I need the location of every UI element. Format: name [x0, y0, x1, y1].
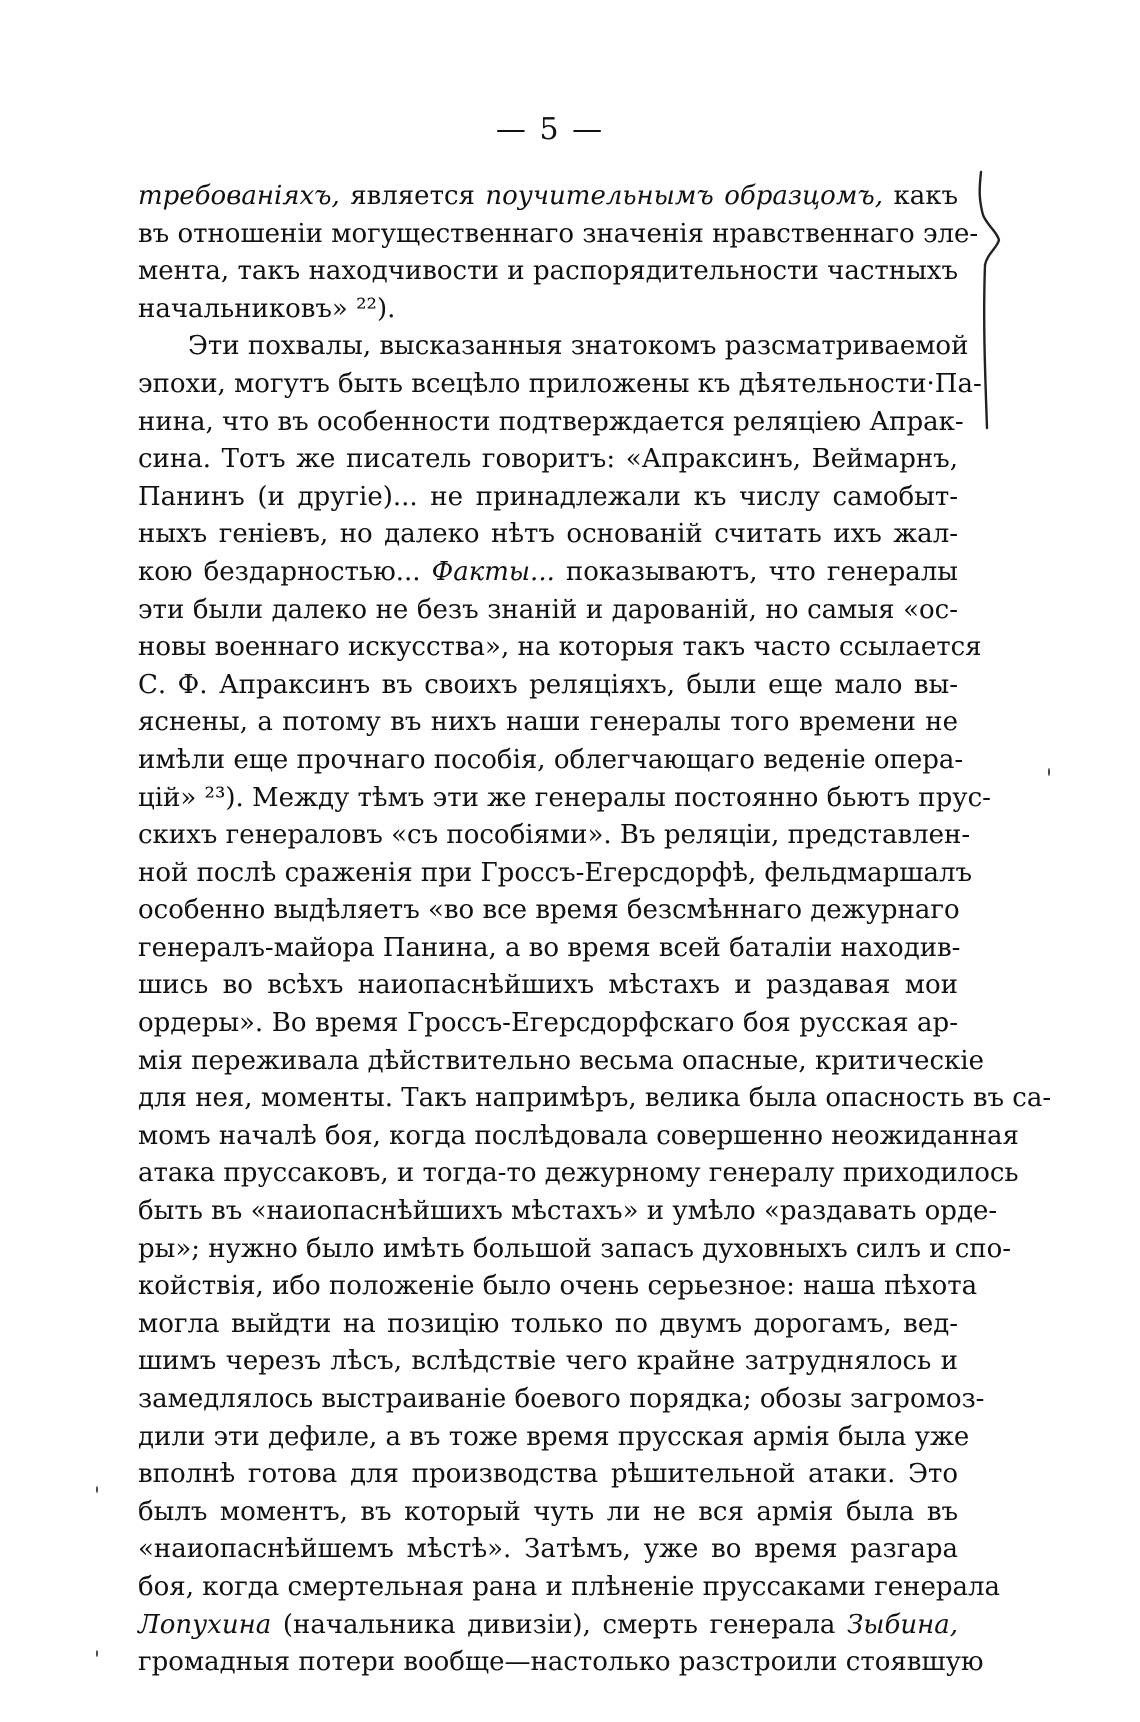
text-segment: цій» ²³). Между тѣмъ эти же генералы постоянно бьютъ прус- [138, 782, 991, 813]
text-line [138, 817, 971, 855]
text-segment: какъ [882, 181, 958, 211]
text-line [138, 216, 979, 254]
text-segment: начальниковъ» ²²). [138, 293, 396, 324]
text-segment: шись во всѣхъ наиопаснѣйшихъ мѣстахъ и раздавая мои [138, 970, 958, 1001]
text-line [138, 1419, 970, 1457]
text-segment: ныхъ геніевъ, но далеко нѣтъ основаній считать ихъ жал- [138, 519, 958, 550]
paper-speck [96, 1486, 98, 1493]
text-segment: боя, когда смертельная рана и плѣненіе пруссаками генерала [138, 1571, 1001, 1602]
text-line [138, 1155, 1019, 1193]
text-segment: мента, такъ находчивости и распорядительности частныхъ [138, 256, 958, 287]
text-segment: для нея, моменты. Такъ напримѣръ, велика была опасность въ са- [138, 1083, 1052, 1114]
text-segment: кою бездарностью... [138, 556, 432, 587]
text-line [138, 291, 958, 329]
text-segment: «наиопаснѣйшемъ мѣстѣ». Затѣмъ, уже во время разгара [138, 1534, 958, 1565]
text-segment: сина. Тотъ же писатель говоритъ: «Апраксинъ, Веймарнъ, [138, 444, 958, 475]
text-line [138, 892, 958, 930]
italic-text-segment: поучительнымъ образцомъ, [485, 181, 883, 211]
text-line [138, 1118, 1019, 1156]
text-line [138, 1268, 978, 1306]
text-line [138, 516, 958, 554]
text-segment: мія переживала дѣйствительно весьма опасные, критическіе [138, 1045, 984, 1076]
text-line [138, 967, 958, 1005]
text-line [138, 1231, 1012, 1269]
text-line [138, 1494, 958, 1532]
italic-text-segment: Факты... [431, 556, 555, 587]
text-segment: нина, что въ особенности подтверждается реляціею Апрак- [138, 406, 964, 437]
margin-bracket-mark [975, 170, 1005, 430]
text-segment: эти были далеко не безъ знаній и дарованій, но самыя «ос- [138, 594, 958, 625]
text-line [138, 592, 958, 630]
text-segment: является [339, 181, 486, 211]
text-segment: имѣли еще прочнаго пособія, облегчающаго веденіе опера- [138, 744, 964, 775]
text-segment: койствія, ибо положеніе было очень серьезное: наша пѣхота [138, 1271, 978, 1302]
text-line [138, 1005, 958, 1043]
text-line [138, 629, 982, 667]
text-segment: особенно выдѣляетъ «во все время безсмѣннаго дежурнаго [138, 895, 960, 926]
text-segment: новы военнаго искусства», на которыя такъ часто ссылается [138, 632, 982, 663]
italic-text-segment: Лопухина [138, 1609, 272, 1640]
text-line [138, 930, 961, 968]
text-segment: яснены, а потому въ нихъ наши генералы того времени не [138, 707, 958, 738]
text-segment: момъ началѣ боя, когда послѣдовала совершенно неожиданная [138, 1120, 1019, 1151]
text-line [138, 1306, 958, 1344]
text-segment: Панинъ (и другіе)... не принадлежали къ числу самобыт- [138, 481, 958, 512]
text-segment: дили эти дефиле, а въ тоже время прусская армія была уже [138, 1421, 970, 1452]
text-segment: въ отношеніи могущественнаго значенія нравственнаго эле- [138, 218, 979, 249]
text-line [138, 780, 991, 818]
text-line [138, 328, 969, 366]
text-segment: эпохи, могутъ быть всецѣло приложены къ дѣятельности·Па- [138, 368, 982, 399]
body-text [138, 178, 1052, 1682]
paper-speck [1048, 768, 1050, 776]
text-line [138, 253, 958, 291]
italic-text-segment: требованіяхъ, [138, 181, 340, 211]
text-line [138, 554, 958, 592]
page-number: — 5 — [495, 112, 605, 147]
text-segment: замедлялось выстраиваніе боевого порядка; обозы загромоз- [138, 1384, 985, 1414]
text-segment: могла выйдти на позицію только по двумъ дорогамъ, вед- [138, 1308, 958, 1339]
text-segment: быть въ «наиопаснѣйшихъ мѣстахъ» и умѣло «раздавать орде- [138, 1196, 998, 1227]
text-segment: (начальника дивизіи), смерть генерала [271, 1609, 848, 1640]
text-segment: ордеры». Во время Гроссъ-Егерсдорфскаго боя русская ар- [138, 1008, 958, 1039]
text-line [138, 667, 958, 705]
text-segment: ры»; нужно было имѣть большой запасъ духовныхъ силъ и спо- [138, 1233, 1012, 1264]
text-line [138, 404, 964, 442]
text-segment: шимъ черезъ лѣсъ, вслѣдствіе чего крайне затруднялось и [138, 1346, 958, 1377]
text-line [138, 1343, 958, 1381]
text-line [138, 742, 964, 780]
text-line [138, 704, 958, 742]
text-segment: ной послѣ сраженія при Гроссъ-Егерсдорфѣ, фельдмаршалъ [138, 857, 973, 888]
text-line [138, 1569, 1001, 1607]
text-line [138, 1043, 984, 1081]
text-line [138, 855, 973, 893]
text-segment: генералъ-майора Панина, а во время всей баталіи находив- [138, 932, 961, 963]
paper-speck [96, 1650, 98, 1657]
text-line [138, 1080, 1052, 1118]
text-line [138, 441, 958, 479]
text-line [138, 1531, 958, 1569]
text-line [138, 479, 958, 517]
text-segment: С. Ф. Апраксинъ въ своихъ реляціяхъ, были еще мало вы- [138, 669, 958, 700]
text-segment: былъ моментъ, въ который чуть ли не вся армія была въ [138, 1496, 958, 1527]
text-line [138, 178, 958, 216]
text-segment: скихъ генераловъ «съ пособіями». Въ реляціи, представлен- [138, 820, 971, 851]
text-line [138, 1607, 958, 1645]
text-segment: показываютъ, что генералы [554, 556, 958, 587]
text-line [138, 1456, 958, 1494]
text-line [138, 1644, 984, 1682]
text-line [138, 1381, 985, 1419]
italic-text-segment: Зыбина, [847, 1609, 958, 1640]
text-segment: Эти похвалы, высказанныя знатокомъ разсматриваемой [188, 331, 969, 362]
text-segment: громадныя потери вообще—настолько разстроили стоявшую [138, 1647, 984, 1678]
text-segment: вполнѣ готова для производства рѣшительной атаки. Это [138, 1459, 958, 1490]
text-line [138, 366, 982, 404]
text-line [138, 1193, 998, 1231]
text-segment: атака пруссаковъ, и тогда-то дежурному генералу приходилось [138, 1158, 1019, 1189]
